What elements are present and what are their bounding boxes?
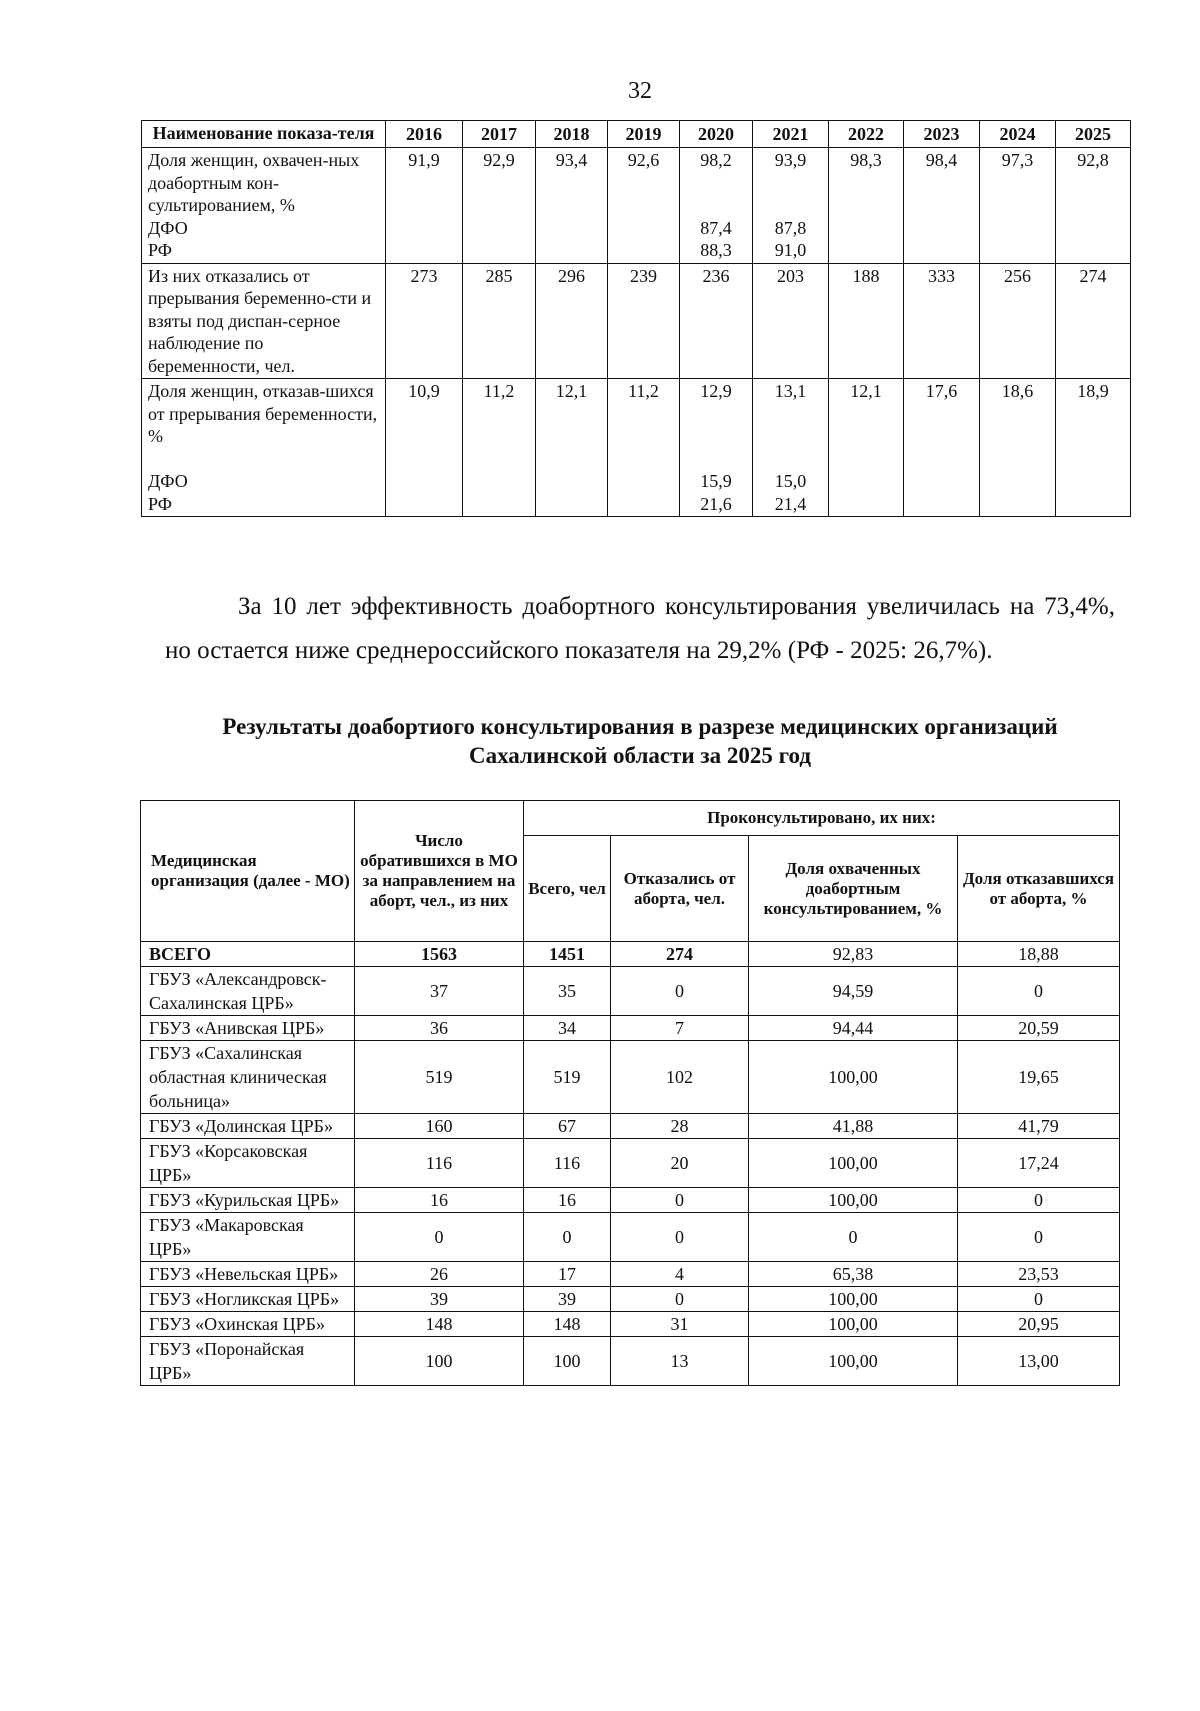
share-refused-cell: 20,59 <box>958 1016 1120 1041</box>
share-covered-cell: 100,00 <box>749 1188 958 1213</box>
org-name: ГБУЗ «Курильская ЦРБ» <box>141 1188 355 1213</box>
count-cell: 160 <box>355 1114 524 1139</box>
org-name: ГБУЗ «Сахалинская областная клиническая больница» <box>141 1041 355 1114</box>
refused-cell: 0 <box>611 1188 749 1213</box>
indicator-value: 239 <box>608 263 680 379</box>
table-row <box>141 1139 1120 1188</box>
indicator-value: 188 <box>829 263 904 379</box>
total-cell: 16 <box>524 1188 611 1213</box>
sub-label-rf: РФ <box>148 493 172 514</box>
indicator-value: 12,1 <box>536 379 608 517</box>
total-cell: 519 <box>524 1041 611 1114</box>
indicator-value: 256 <box>980 263 1056 379</box>
consultation-results-table <box>140 800 1120 1386</box>
org-name: ГБУЗ «Долинская ЦРБ» <box>141 1114 355 1139</box>
indicator-row <box>142 379 1131 517</box>
total-cell: 67 <box>524 1114 611 1139</box>
sub-label-rf: РФ <box>148 240 172 260</box>
indicator-value: 18,6 <box>980 379 1056 517</box>
refused-cell: 31 <box>611 1312 749 1337</box>
share-refused-cell: 0 <box>958 1287 1120 1312</box>
indicators-header-row <box>142 121 1131 148</box>
sub-value-rf: 21,4 <box>774 493 807 514</box>
share-refused-cell: 0 <box>958 1188 1120 1213</box>
share-refused-cell: 20,95 <box>958 1312 1120 1337</box>
total-cell: 100 <box>524 1337 611 1386</box>
org-name: ГБУЗ «Макаровская ЦРБ» <box>141 1213 355 1262</box>
share-refused-cell: 18,88 <box>958 942 1120 967</box>
indicator-value: 236 <box>680 263 753 379</box>
count-cell: 116 <box>355 1139 524 1188</box>
org-name: ГБУЗ «Невельская ЦРБ» <box>141 1262 355 1287</box>
count-cell: 148 <box>355 1312 524 1337</box>
page-number: 32 <box>628 78 652 104</box>
indicator-value: 17,6 <box>904 379 980 517</box>
indicator-value: 11,2 <box>608 379 680 517</box>
indicator-label: Доля женщин, охвачен-ных доабортным кон-сультированием, % ДФО РФ <box>142 148 386 264</box>
total-cell: 17 <box>524 1262 611 1287</box>
table-row <box>141 967 1120 1016</box>
share-refused-cell: 17,24 <box>958 1139 1120 1188</box>
indicator-value: 93,4 <box>536 148 608 264</box>
indicator-value: 333 <box>904 263 980 379</box>
count-cell: 37 <box>355 967 524 1016</box>
total-cell: 148 <box>524 1312 611 1337</box>
indicator-value: 91,9 <box>386 148 463 264</box>
sub-value-dfo: 15,9 <box>700 471 732 491</box>
table-row <box>141 1016 1120 1041</box>
indicator-row <box>142 263 1131 379</box>
share-covered-cell: 100,00 <box>749 1041 958 1114</box>
indicator-value-cell: 93,9 87,8 91,0 <box>753 148 829 264</box>
indicator-label: Из них отказались от прерывания беременно-сти и взяты под диспан-серное наблюдение по беременности, чел. <box>142 263 386 379</box>
year-header: 2022 <box>829 121 904 148</box>
refused-cell: 13 <box>611 1337 749 1386</box>
share-covered-cell: 100,00 <box>749 1337 958 1386</box>
count-cell: 100 <box>355 1337 524 1386</box>
table-row <box>141 1213 1120 1262</box>
share-covered-cell: 100,00 <box>749 1139 958 1188</box>
indicator-value: 97,3 <box>980 148 1056 264</box>
org-name: ГБУЗ «Ногликская ЦРБ» <box>141 1287 355 1312</box>
refused-cell: 274 <box>611 942 749 967</box>
year-header: 2016 <box>386 121 463 148</box>
share-refused-cell: 0 <box>958 1213 1120 1262</box>
year-header: 2019 <box>608 121 680 148</box>
count-cell: 519 <box>355 1041 524 1114</box>
table-row <box>141 1188 1120 1213</box>
table-row <box>141 1287 1120 1312</box>
refused-cell: 7 <box>611 1016 749 1041</box>
indicator-value-cell: 98,2 87,4 88,3 <box>680 148 753 264</box>
table-row <box>141 1312 1120 1337</box>
org-name: ГБУЗ «Поронайская ЦРБ» <box>141 1337 355 1386</box>
sub-label-dfo: ДФО <box>148 471 188 491</box>
table-row <box>141 1114 1120 1139</box>
table-row <box>141 1262 1120 1287</box>
results-header-row <box>141 801 1120 836</box>
total-cell: 116 <box>524 1139 611 1188</box>
share-covered-cell: 94,59 <box>749 967 958 1016</box>
sub-value-dfo: 87,8 <box>774 217 807 238</box>
share-covered-cell: 100,00 <box>749 1312 958 1337</box>
count-cell: 26 <box>355 1262 524 1287</box>
indicator-value: 98,3 <box>829 148 904 264</box>
consulted-group-header: Проконсультировано, их них: <box>524 801 1120 836</box>
indicator-value: 18,9 <box>1056 379 1131 517</box>
indicator-name-header: Наименование показа-теля <box>142 121 386 148</box>
table-title: Результаты доабортиого консультирования в разрезе медицинских организаций Сахалинской области за 2025 год <box>222 714 1058 768</box>
sub-value-rf: 21,6 <box>700 493 732 514</box>
summary-text: За 10 лет эффективность доабортного консультирования увеличилась на 73,4%, но остается ниже среднероссийского показателя на 29,2% (РФ - 2025: 26,7%). <box>165 593 1115 664</box>
share-covered-header: Доля охваченных доабортным консультированием, % <box>749 836 958 942</box>
share-covered-cell: 65,38 <box>749 1262 958 1287</box>
sub-label-dfo: ДФО <box>148 217 188 238</box>
share-covered-cell: 0 <box>749 1213 958 1262</box>
count-cell: 39 <box>355 1287 524 1312</box>
refused-cell: 102 <box>611 1041 749 1114</box>
indicators-table <box>141 120 1131 517</box>
org-name: ГБУЗ «Корсаковская ЦРБ» <box>141 1139 355 1188</box>
org-name: ГБУЗ «Александровск-Сахалинская ЦРБ» <box>141 967 355 1016</box>
count-cell: 16 <box>355 1188 524 1213</box>
share-refused-cell: 41,79 <box>958 1114 1120 1139</box>
org-name: ГБУЗ «Анивская ЦРБ» <box>141 1016 355 1041</box>
year-header: 2017 <box>463 121 536 148</box>
summary-paragraph <box>165 585 1115 673</box>
refused-cell: 4 <box>611 1262 749 1287</box>
refused-header: Отказались от аборта, чел. <box>611 836 749 942</box>
indicator-value: 274 <box>1056 263 1131 379</box>
share-covered-cell: 41,88 <box>749 1114 958 1139</box>
sub-value-dfo: 15,0 <box>774 471 807 491</box>
org-name: ГБУЗ «Охинская ЦРБ» <box>141 1312 355 1337</box>
total-cell: 39 <box>524 1287 611 1312</box>
year-header: 2023 <box>904 121 980 148</box>
share-refused-cell: 23,53 <box>958 1262 1120 1287</box>
indicator-value-cell: 12,9 15,9 21,6 <box>680 379 753 517</box>
count-cell: 0 <box>355 1213 524 1262</box>
total-cell: 0 <box>524 1213 611 1262</box>
share-refused-header: Доля отказавшихся от аборта, % <box>958 836 1120 942</box>
share-refused-cell: 13,00 <box>958 1337 1120 1386</box>
total-cell: 35 <box>524 967 611 1016</box>
count-cell: 1563 <box>355 942 524 967</box>
indicator-value: 203 <box>753 263 829 379</box>
indicator-value: 273 <box>386 263 463 379</box>
table-row <box>141 1337 1120 1386</box>
year-header: 2024 <box>980 121 1056 148</box>
refused-cell: 28 <box>611 1114 749 1139</box>
year-header: 2020 <box>680 121 753 148</box>
share-covered-cell: 100,00 <box>749 1287 958 1312</box>
indicator-value-cell: 13,1 15,0 21,4 <box>753 379 829 517</box>
year-header: 2021 <box>753 121 829 148</box>
share-refused-cell: 19,65 <box>958 1041 1120 1114</box>
share-covered-cell: 94,44 <box>749 1016 958 1041</box>
count-cell: 36 <box>355 1016 524 1041</box>
refused-cell: 0 <box>611 1287 749 1312</box>
share-refused-cell: 0 <box>958 967 1120 1016</box>
sub-value-dfo: 87,4 <box>700 217 732 238</box>
org-name: ВСЕГО <box>141 942 355 967</box>
indicator-row <box>142 148 1131 264</box>
year-header: 2018 <box>536 121 608 148</box>
indicator-value: 285 <box>463 263 536 379</box>
indicator-value: 92,6 <box>608 148 680 264</box>
org-header: Медицинская организация (далее - МО) <box>141 801 355 942</box>
year-header: 2025 <box>1056 121 1131 148</box>
count-header: Число обратившихся в МО за направлением на аборт, чел., из них <box>355 801 524 942</box>
refused-cell: 0 <box>611 1213 749 1262</box>
indicator-value: 11,2 <box>463 379 536 517</box>
refused-cell: 20 <box>611 1139 749 1188</box>
total-cell: 34 <box>524 1016 611 1041</box>
indicator-value: 10,9 <box>386 379 463 517</box>
share-covered-cell: 92,83 <box>749 942 958 967</box>
total-header: Всего, чел <box>524 836 611 942</box>
indicator-value: 92,9 <box>463 148 536 264</box>
total-cell: 1451 <box>524 942 611 967</box>
indicator-value: 296 <box>536 263 608 379</box>
sub-value-rf: 88,3 <box>700 240 732 260</box>
indicator-value: 12,1 <box>829 379 904 517</box>
indicator-value: 92,8 <box>1056 148 1131 264</box>
sub-value-rf: 91,0 <box>774 240 807 260</box>
total-row <box>141 942 1120 967</box>
table-row <box>141 1041 1120 1114</box>
refused-cell: 0 <box>611 967 749 1016</box>
indicator-label: Доля женщин, отказав-шихся от прерывания беременности, % ДФО РФ <box>142 379 386 517</box>
indicator-value: 98,4 <box>904 148 980 264</box>
